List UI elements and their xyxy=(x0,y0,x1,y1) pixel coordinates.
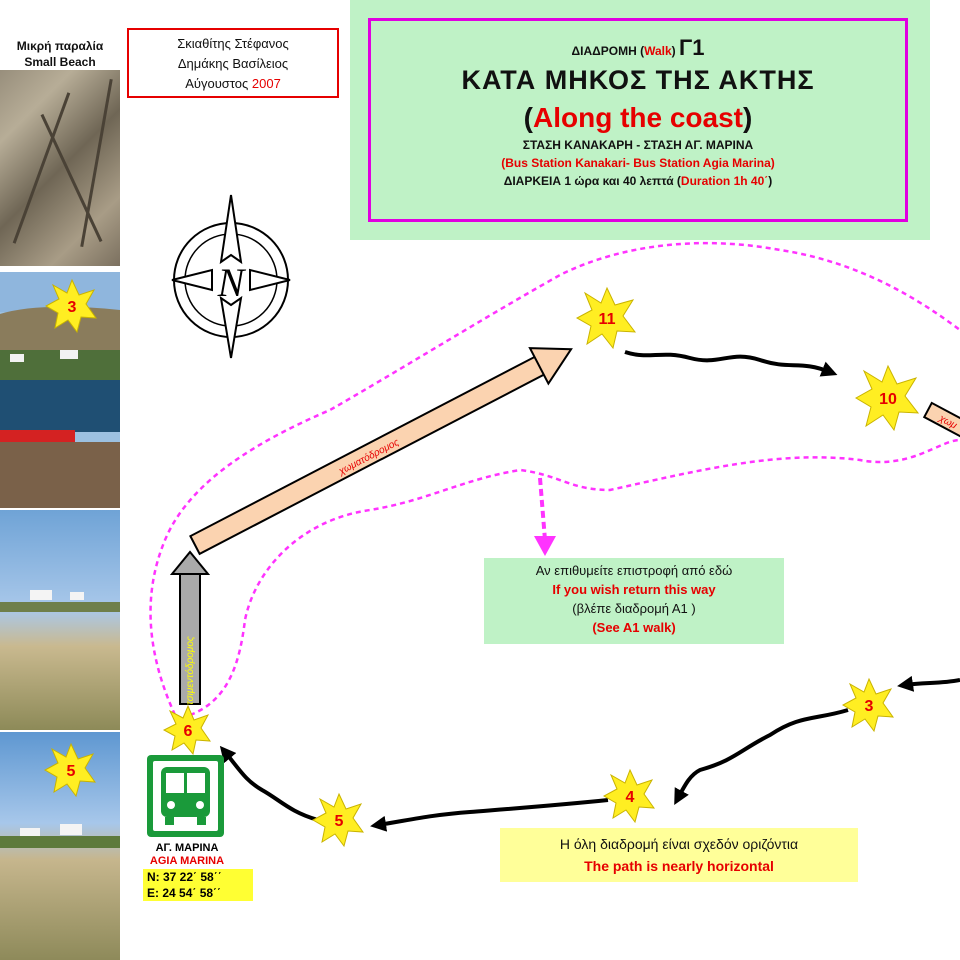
compass-rose-icon xyxy=(172,195,290,358)
photo-star-5-number: 5 xyxy=(66,763,76,780)
station-name-english: AGIA MARINA xyxy=(149,855,225,867)
stop-number-4: 4 xyxy=(625,789,635,806)
paren-open: ( xyxy=(523,102,533,133)
stop-number-3: 3 xyxy=(864,698,874,715)
stations-greek: ΣΤΑΣΗ ΚΑΝΑΚΑΡΗ - ΣΤΑΣΗ ΑΓ. ΜΑΡΙΝΑ xyxy=(522,138,754,152)
station-coordinates xyxy=(143,869,253,901)
compass-north-letter: N xyxy=(217,260,245,305)
stop-star-11 xyxy=(577,288,635,348)
concrete-road-arrow xyxy=(172,552,208,705)
stop-number-11: 11 xyxy=(598,311,616,328)
stop-star-6 xyxy=(164,706,210,754)
route-title-english-text: Along the coast xyxy=(532,102,743,133)
path-5-to-6 xyxy=(225,752,318,820)
route-title-greek: ΚΑΤΑ ΜΗΚΟΣ ΤΗΣ ΑΚΤΗΣ xyxy=(461,65,815,95)
credit-month: Αύγουστος xyxy=(185,76,252,91)
horizontal-path-note xyxy=(500,828,858,882)
credit-author-1: Σκιαθίτης Στέφανος xyxy=(177,36,289,51)
path-right-to-3 xyxy=(905,680,960,685)
path-3-to-4 xyxy=(678,710,848,798)
path-11-to-10 xyxy=(625,352,830,372)
right-edge-road xyxy=(924,403,960,441)
return-note xyxy=(484,558,784,644)
photo-star-5 xyxy=(45,744,95,796)
station-latitude: N: 37 22΄ 58΄΄ xyxy=(147,870,222,884)
return-arrow-head-icon xyxy=(534,536,556,556)
duration-english: Duration 1h 40΄ xyxy=(680,174,769,188)
stations-english: (Bus Station Kanakari- Bus Station Agia Marina) xyxy=(501,156,775,170)
stop-number-6: 6 xyxy=(183,723,193,740)
return-shortcut-arrow xyxy=(540,478,545,540)
stop-number-10: 10 xyxy=(879,391,897,408)
dirt-road-arrow xyxy=(186,331,581,562)
bus-sign-panel xyxy=(153,761,218,831)
bus-icon xyxy=(153,761,218,831)
stop-star-3 xyxy=(843,679,893,731)
route-code: Γ1 xyxy=(679,35,705,60)
concrete-road-label: τσιμεντόδρομος xyxy=(185,636,196,705)
stop-star-10 xyxy=(856,366,918,430)
photo-star-3-number: 3 xyxy=(67,299,77,316)
station-longitude: E: 24 54΄ 58΄΄ xyxy=(147,886,222,900)
stop-star-4 xyxy=(604,770,654,822)
route-walk-label: Walk xyxy=(644,44,672,58)
paren-close: ) xyxy=(743,102,753,133)
horizontal-note-english: The path is nearly horizontal xyxy=(584,858,774,874)
horizontal-note-greek: Η όλη διαδρομή είναι σχεδόν οριζόντια xyxy=(559,836,799,852)
duration-close: ) xyxy=(768,174,773,188)
station-name xyxy=(128,842,246,868)
route-prefix: ΔΙΑΔΡΟΜΗ ( xyxy=(571,44,645,58)
return-area-outline xyxy=(151,243,960,715)
return-note-greek: Αν επιθυμείτε επιστροφή από εδώ xyxy=(535,563,733,578)
credit-author-2: Δημάκης Βασίλειος xyxy=(177,56,289,71)
stop-number-5: 5 xyxy=(334,813,344,830)
stop-star-5 xyxy=(313,794,363,846)
path-4-to-5 xyxy=(378,800,608,825)
return-note-see-greek: (βλέπε διαδρομή Α1 ) xyxy=(572,601,696,616)
right-edge-road-label: χωμ xyxy=(937,413,959,432)
photo-caption-english: Small Beach xyxy=(24,55,96,69)
credit-year: 2007 xyxy=(251,76,281,91)
dirt-road-label: χωματόδρομος xyxy=(337,436,402,478)
route-suffix: ) xyxy=(671,44,680,58)
duration-greek: ΔΙΑΡΚΕΙΑ 1 ώρα και 40 λεπτά ( xyxy=(503,174,681,188)
station-name-greek: ΑΓ. ΜΑΡΙΝΑ xyxy=(155,842,219,854)
return-note-english: If you wish return this way xyxy=(552,582,716,597)
photo-caption-greek: Μικρή παραλία xyxy=(16,39,104,53)
bus-station-icon xyxy=(147,755,224,837)
photo-star-3 xyxy=(46,280,96,332)
return-note-see-english: (See A1 walk) xyxy=(592,620,676,635)
